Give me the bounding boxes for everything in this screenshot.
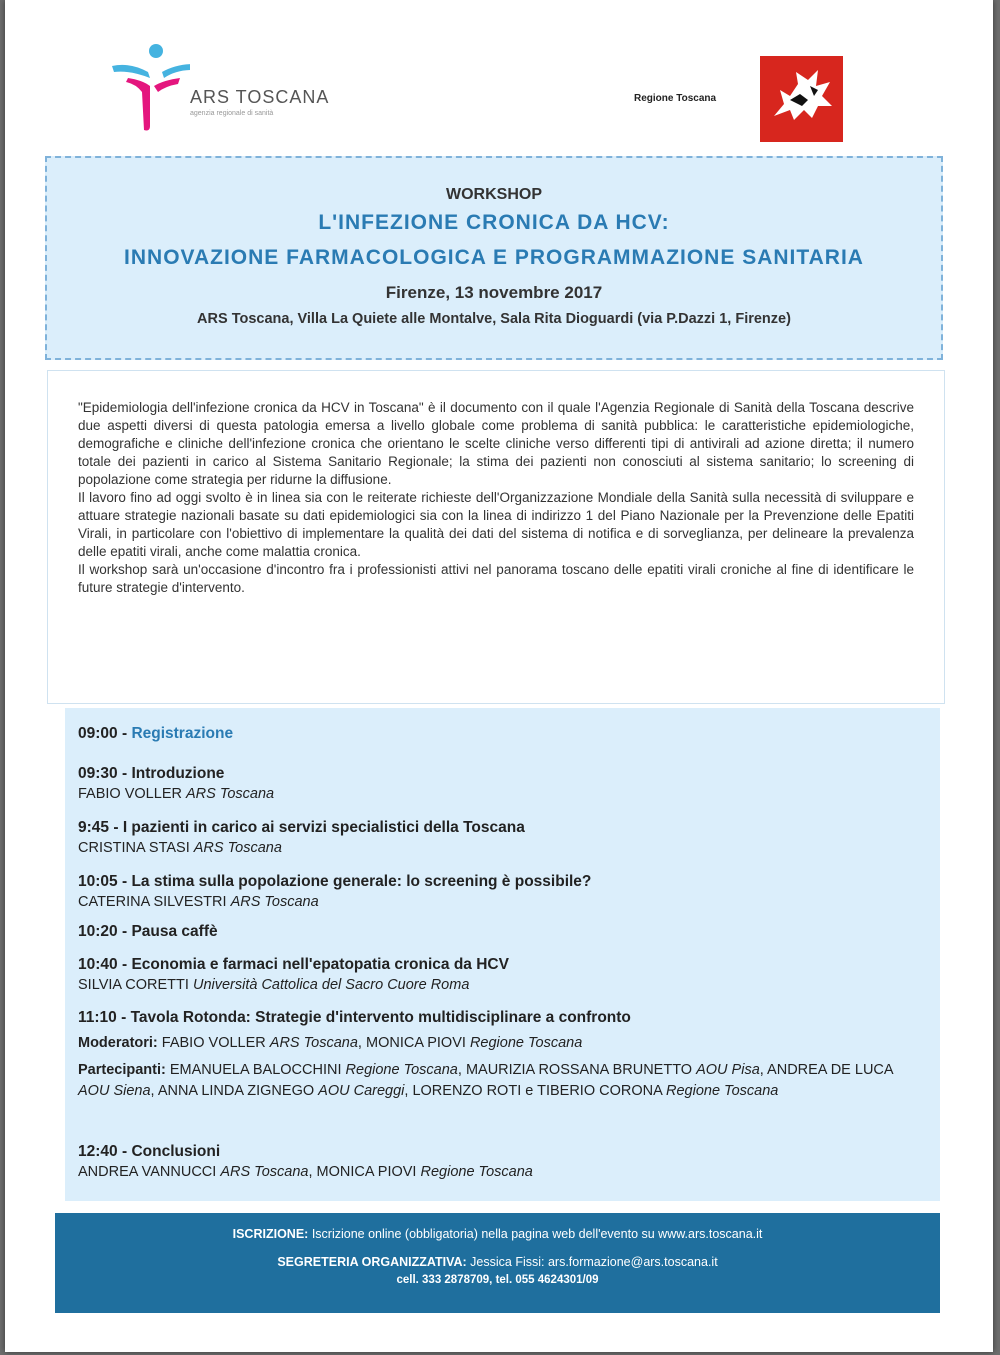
- event-date: Firenze, 13 novembre 2017: [385, 283, 603, 302]
- flyer-page: [5, 0, 993, 1352]
- program-item: [78, 922, 928, 942]
- title-box: [45, 156, 943, 360]
- segreteria-line: SEGRETERIA ORGANIZZATIVA: Jessica Fissi: ars.formazione@ars.toscana.it: [277, 1255, 718, 1269]
- program-box: [65, 708, 940, 1201]
- description-paragraph-3: Il workshop sarà un'occasione d'incontro fra i professionisti attivi nel panorama toscano delle epatiti virali croniche al fine di identificare le future strategie d'intervento.: [78, 562, 914, 595]
- program-item-title: 11:10 - Tavola Rotonda: Strategie d'intervento multidisciplinare a confronto: [78, 1009, 631, 1026]
- program-item: [78, 764, 928, 805]
- roundtable-participants: Partecipanti: EMANUELA BALOCCHINI Regione Toscana, MAURIZIA ROSSANA BRUNETTO AOU Pisa, ANDREA DE LUCA AOU Siena, ANNA LINDA ZIGNEGO AOU Careggi, LORENZO ROTI e TIBERIO CORONA Regione Toscana: [78, 1062, 893, 1099]
- regione-label: Regione Toscana: [634, 93, 717, 104]
- program-item-roundtable: [78, 1008, 928, 1102]
- ars-logo-tagline: agenzia regionale di sanità: [190, 110, 274, 117]
- program-item-title: 10:20 - Pausa caffè: [78, 923, 218, 940]
- ars-logo-name: ARS TOSCANA: [190, 87, 330, 107]
- program-item-title: 12:40 - Conclusioni: [78, 1143, 221, 1160]
- program-item-title: 09:00 - Registrazione: [78, 725, 234, 742]
- iscrizione-line: ISCRIZIONE: Iscrizione online (obbligatoria) nella pagina web dell'evento su www.ars.toscana.it: [232, 1227, 763, 1241]
- program-item: [78, 872, 928, 913]
- program-item-speaker: CRISTINA STASI ARS Toscana: [78, 840, 282, 856]
- ars-logo-mark-icon: [110, 42, 190, 132]
- program-item: [78, 724, 928, 744]
- description-box: [47, 370, 945, 704]
- regione-flag: [760, 56, 843, 142]
- roundtable-moderators: Moderatori: FABIO VOLLER ARS Toscana, MONICA PIOVI Regione Toscana: [78, 1035, 583, 1051]
- footer-info: [55, 1213, 940, 1313]
- program-item: [78, 818, 928, 859]
- title-line-1: L'INFEZIONE CRONICA DA HCV:: [318, 211, 670, 234]
- workshop-label: WORKSHOP: [446, 186, 542, 203]
- event-venue: ARS Toscana, Villa La Quiete alle Montalve, Sala Rita Dioguardi (via P.Dazzi 1, Firenze): [197, 311, 791, 327]
- program-item-title: 9:45 - I pazienti in carico ai servizi specialistici della Toscana: [78, 819, 525, 836]
- description-text: [78, 399, 914, 597]
- program-item-speaker: FABIO VOLLER ARS Toscana: [78, 786, 275, 802]
- description-paragraph-1: "Epidemiologia dell'infezione cronica da HCV in Toscana" è il documento con il quale l'Agenzia Regionale di Sanità della Toscana descrive due aspetti diversi di questa patologia emersa a livello globale come problema di sanità pubblica: le caratteristiche epidemiologiche, demografiche e cliniche dell'infezione cronica che orientano le scelte cliniche verso differenti tipi di antivirali ad azione diretta; il numero totale dei pazienti in carico al Sistema Sanitario Regionale; la stima dei pazienti non conosciuti al sistema sanitario; lo screening di popolazione come strategia per ridurne la diffusione.: [78, 400, 914, 487]
- program-item-speaker: CATERINA SILVESTRI ARS Toscana: [78, 894, 319, 910]
- ars-toscana-logo: [110, 42, 330, 132]
- program-item-title: 10:40 - Economia e farmaci nell'epatopatia cronica da HCV: [78, 956, 509, 973]
- pegasus-icon: [760, 56, 843, 142]
- program-item: [78, 955, 928, 996]
- description-paragraph-2: Il lavoro fino ad oggi svolto è in linea sia con le reiterate richieste dell'Organizzazione Mondiale della Sanità sulla necessità di sviluppare e attuare strategie nazionali basate su dati epidemiologici sia con la linea di indirizzo 1 del Piano Nazionale per la Prevenzione delle Epatiti Virali, in particolare con l'obiettivo di implementare la qualità dei dati del sistema di notifica e di sorveglianza, per delineare la prevalenza delle epatiti virali, anche come malattia cronica.: [78, 490, 914, 559]
- regione-toscana-logo: [625, 56, 850, 142]
- program-item-speaker: ANDREA VANNUCCI ARS Toscana, MONICA PIOVI Regione Toscana: [78, 1164, 533, 1180]
- contacts-line: cell. 333 2878709, tel. 055 4624301/09: [396, 1274, 599, 1286]
- title-line-2: INNOVAZIONE FARMACOLOGICA E PROGRAMMAZIONE SANITARIA: [124, 246, 864, 269]
- program-item-title: 09:30 - Introduzione: [78, 765, 225, 782]
- program-item-speaker: SILVIA CORETTI Università Cattolica del Sacro Cuore Roma: [78, 977, 470, 993]
- program-item-title: 10:05 - La stima sulla popolazione generale: lo screening è possibile?: [78, 873, 592, 890]
- program-item: [78, 1142, 928, 1183]
